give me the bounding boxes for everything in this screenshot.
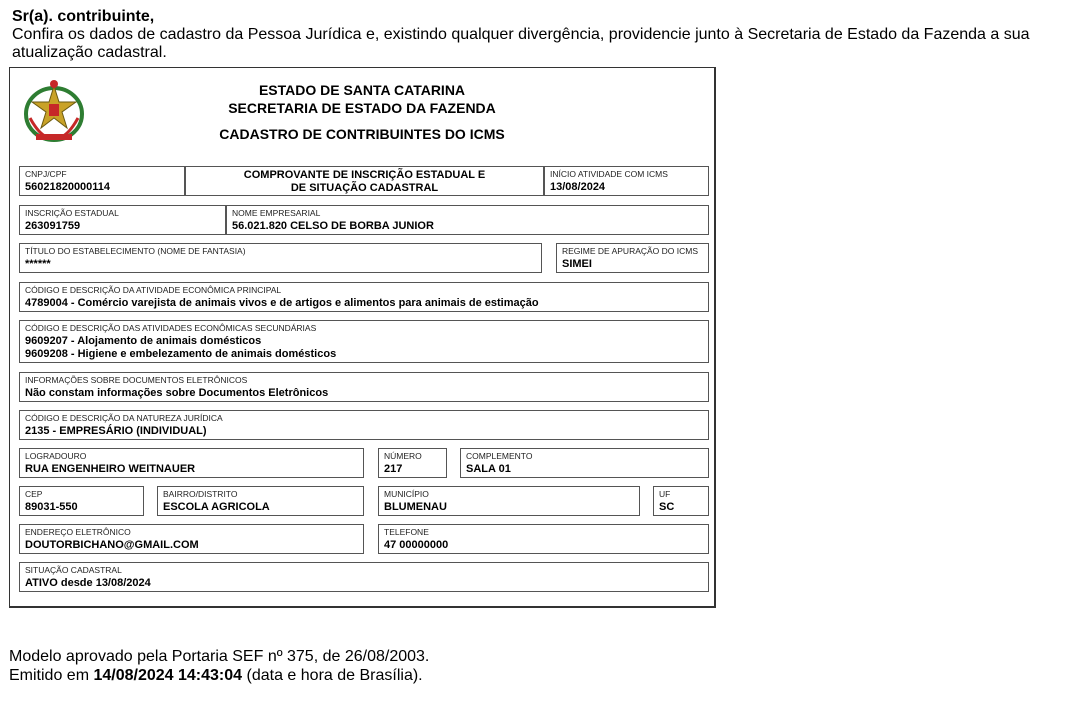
registration-card xyxy=(9,67,716,608)
email-label: ENDEREÇO ELETRÔNICO xyxy=(25,527,131,537)
regime-value: SIMEI xyxy=(562,258,592,270)
field-cnpj xyxy=(19,166,185,196)
regime-label: REGIME DE APURAÇÃO DO ICMS xyxy=(562,246,699,256)
intro-line-1: Confira os dados de cadastro da Pessoa Jurídica e, existindo qualquer divergência, providencie junto à Secretaria de Estado da Fazenda a sua xyxy=(12,26,1030,43)
field-inicio-atividade xyxy=(544,166,709,196)
field-email xyxy=(19,524,364,554)
inscricao-label: INSCRIÇÃO ESTADUAL xyxy=(25,208,119,218)
field-bairro xyxy=(157,486,364,516)
field-atividade-principal xyxy=(19,282,709,312)
greeting: Sr(a). contribuinte, xyxy=(12,8,155,25)
emitido-datetime: 14/08/2024 14:43:04 xyxy=(93,667,243,684)
cep-label: CEP xyxy=(25,489,43,499)
logradouro-label: LOGRADOURO xyxy=(25,451,87,461)
header-registry: CADASTRO DE CONTRIBUINTES DO ICMS xyxy=(219,126,505,142)
field-complemento xyxy=(460,448,709,478)
atividade-principal-value: 4789004 - Comércio varejista de animais vivos e de artigos e alimentos para animais de estimação xyxy=(25,297,539,309)
field-numero xyxy=(378,448,447,478)
footer xyxy=(9,647,429,685)
field-titulo-estabelecimento xyxy=(19,243,542,273)
documentos-label: INFORMAÇÕES SOBRE DOCUMENTOS ELETRÔNICOS xyxy=(25,375,248,385)
atividades-secundarias-label: CÓDIGO E DESCRIÇÃO DAS ATIVIDADES ECONÔMICAS SECUNDÁRIAS xyxy=(25,323,317,333)
telefone-label: TELEFONE xyxy=(384,527,429,537)
telefone-value: 47 00000000 xyxy=(384,539,449,551)
uf-value: SC xyxy=(659,501,675,513)
emitido-line xyxy=(9,666,429,685)
cep-value: 89031-550 xyxy=(25,501,78,513)
inicio-label: INÍCIO ATIVIDADE COM ICMS xyxy=(550,169,668,179)
numero-value: 217 xyxy=(384,463,403,475)
field-natureza-juridica xyxy=(19,410,709,440)
titulo-label: TÍTULO DO ESTABELECIMENTO (NOME DE FANTASIA) xyxy=(25,246,246,256)
nome-label: NOME EMPRESARIAL xyxy=(232,208,321,218)
field-inscricao-estadual xyxy=(19,205,226,235)
field-documentos-eletronicos xyxy=(19,372,709,402)
municipio-label: MUNICÍPIO xyxy=(384,489,429,499)
cnpj-label: CNPJ/CPF xyxy=(25,169,67,179)
field-situacao-cadastral xyxy=(19,562,709,592)
bairro-value: ESCOLA AGRICOLA xyxy=(163,501,270,513)
uf-label: UF xyxy=(659,489,671,499)
natureza-label: CÓDIGO E DESCRIÇÃO DA NATUREZA JURÍDICA xyxy=(25,413,223,423)
field-telefone xyxy=(378,524,709,554)
emitido-suffix: (data e hora de Brasília). xyxy=(246,667,423,684)
atividade-secundaria-1: 9609207 - Alojamento de animais domésticos xyxy=(25,335,262,347)
field-nome-empresarial xyxy=(226,205,709,235)
portaria-text: Modelo aprovado pela Portaria SEF nº 375, de 26/08/2003. xyxy=(9,648,430,665)
email-value: DOUTORBICHANO@GMAIL.COM xyxy=(25,539,199,551)
situacao-label: SITUAÇÃO CADASTRAL xyxy=(25,565,122,575)
header-state: ESTADO DE SANTA CATARINA xyxy=(258,82,466,98)
field-atividades-secundarias xyxy=(19,320,709,363)
complemento-label: COMPLEMENTO xyxy=(466,451,533,461)
field-municipio xyxy=(378,486,640,516)
field-logradouro xyxy=(19,448,364,478)
comprovante-line-1: COMPROVANTE DE INSCRIÇÃO ESTADUAL E xyxy=(243,169,486,181)
intro-text xyxy=(12,8,1072,62)
field-cep xyxy=(19,486,144,516)
nome-value: 56.021.820 CELSO DE BORBA JUNIOR xyxy=(232,220,434,232)
field-comprovante xyxy=(185,166,544,196)
comprovante-line-2: DE SITUAÇÃO CADASTRAL xyxy=(290,182,439,194)
cnpj-value: 56021820000114 xyxy=(25,181,111,193)
header-secretary: SECRETARIA DE ESTADO DA FAZENDA xyxy=(228,100,496,116)
atividade-secundaria-2: 9609208 - Higiene e embelezamento de animais domésticos xyxy=(25,348,337,360)
situacao-value: ATIVO desde 13/08/2024 xyxy=(25,577,151,589)
complemento-value: SALA 01 xyxy=(466,463,511,475)
titulo-value: ****** xyxy=(25,258,51,270)
emitido-prefix: Emitido em xyxy=(9,667,90,684)
bairro-label: BAIRRO/DISTRITO xyxy=(163,489,238,499)
field-regime-apuracao xyxy=(556,243,709,273)
natureza-value: 2135 - EMPRESÁRIO (INDIVIDUAL) xyxy=(25,425,207,437)
documentos-value: Não constam informações sobre Documentos Eletrônicos xyxy=(25,387,329,399)
numero-label: NÚMERO xyxy=(384,451,422,461)
municipio-value: BLUMENAU xyxy=(384,501,447,513)
inscricao-value: 263091759 xyxy=(25,220,81,232)
inicio-value: 13/08/2024 xyxy=(550,181,606,193)
logradouro-value: RUA ENGENHEIRO WEITNAUER xyxy=(25,463,196,475)
field-uf xyxy=(653,486,709,516)
intro-line-2: atualização cadastral. xyxy=(12,44,167,61)
atividade-principal-label: CÓDIGO E DESCRIÇÃO DA ATIVIDADE ECONÔMICA PRINCIPAL xyxy=(25,285,282,295)
